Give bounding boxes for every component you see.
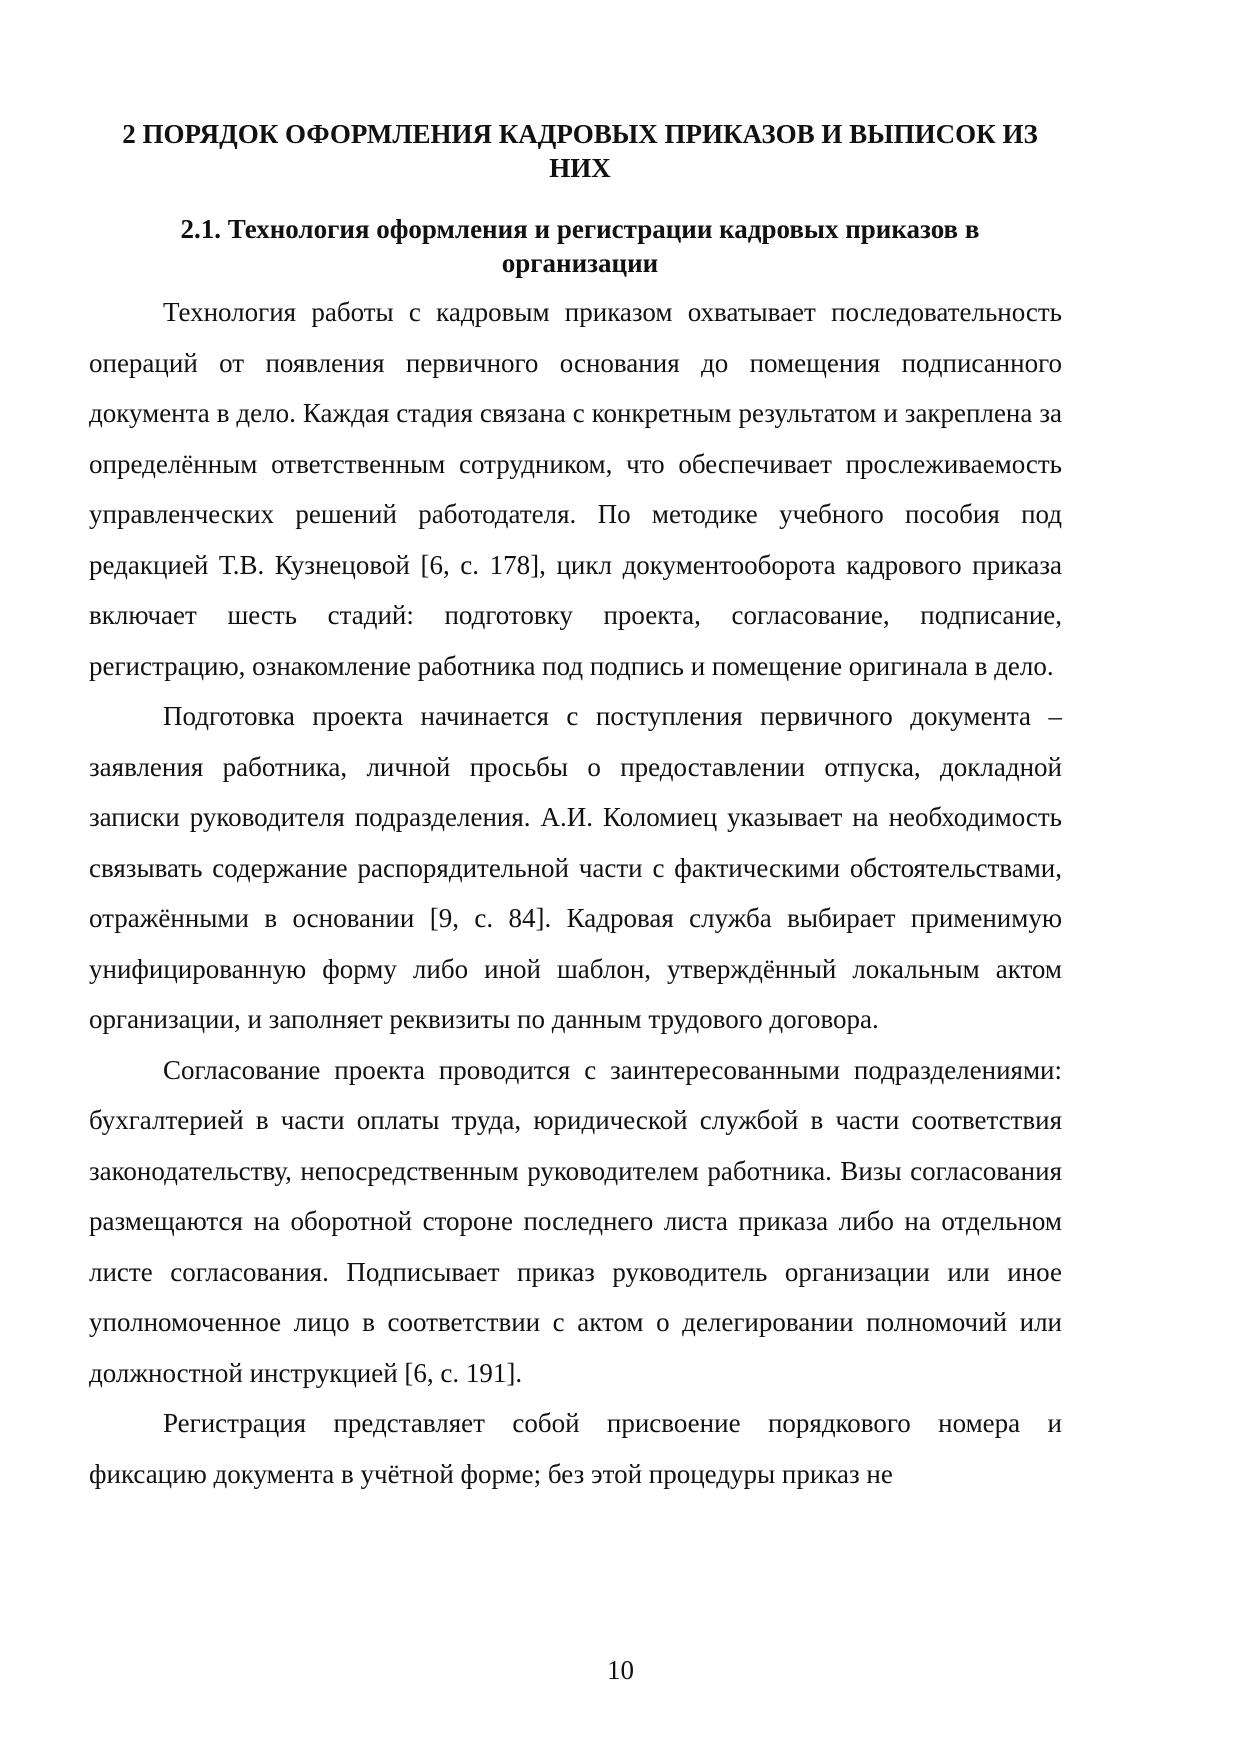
chapter-title: 2 ПОРЯДОК ОФОРМЛЕНИЯ КАДРОВЫХ ПРИКАЗОВ И ВЫПИСОК ИЗ НИХ bbox=[122, 119, 1038, 183]
paragraph-1: Технология работы с кадровым приказом охватывает последовательность операций от появления первичного основания до помещения подписанного документа в дело. Каждая стадия связана с конкретным результатом и закреплена за определённым ответственным сотрудником, что обеспечивает прослеживаемость управленческих решений работодателя. По методике учебного пособия под редакцией Т.В. Кузнецовой [6, с. 178], цикл документооборота кадрового приказа включает шесть стадий: подготовку проекта, согласование, подписание, регистрацию, ознакомление работника под подпись и помещение оригинала в дело. bbox=[89, 297, 1062, 681]
page-number: 10 bbox=[607, 1655, 634, 1685]
body-text bbox=[89, 287, 1062, 1499]
paragraph-2: Подготовка проекта начинается с поступления первичного документа – заявления работника, личной просьбы о предоставлении отпуска, докладной записки руководителя подразделения. А.И. Коломиец указывает на необходимость связывать содержание распорядительной части с фактическими обстоятельствами, отражёнными в основании [9, с. 84]. Кадровая служба выбирает применимую унифицированную форму либо иной шаблон, утверждённый локальным актом организации, и заполняет реквизиты по данным трудового договора. bbox=[89, 701, 1062, 1034]
paragraph-3: Согласование проекта проводится с заинтересованными подразделениями: бухгалтерией в части оплаты труда, юридической службой в части соответствия законодательству, непосредственным руководителем работника. Визы согласования размещаются на оборотной стороне последнего листа приказа либо на отдельном листе согласования. Подписывает приказ руководитель организации или иное уполномоченное лицо в соответствии с актом о делегировании полномочий или должностной инструкцией [6, с. 191]. bbox=[89, 1054, 1062, 1388]
paragraph-4: Регистрация представляет собой присвоение порядкового номера и фиксацию документа в учётной форме; без этой процедуры приказ не bbox=[89, 1408, 1062, 1489]
section-title: 2.1. Технология оформления и регистрации кадровых приказов в организации bbox=[180, 214, 980, 278]
